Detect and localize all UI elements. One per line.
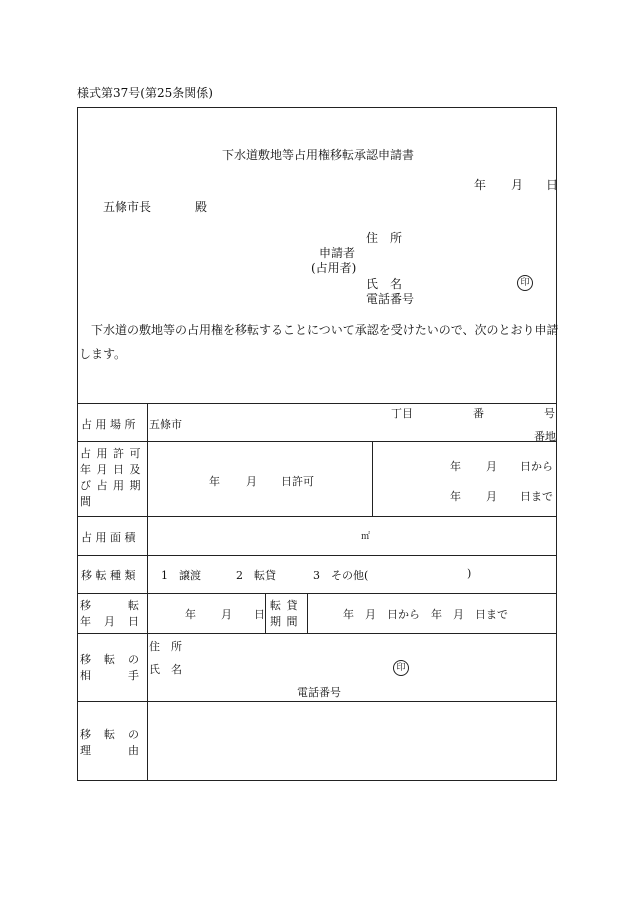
transfer-type-option-3: 3 その他(: [313, 569, 369, 582]
addressee-honorific: 殿: [195, 200, 208, 214]
permit-to-month: 月: [486, 490, 497, 503]
applicant-phone-label: 電話番号: [366, 292, 415, 306]
permit-label-l3: び 占 用 期: [80, 479, 142, 492]
date-day: 日: [546, 178, 559, 192]
reason-label-l2: 理 由: [80, 744, 140, 757]
applicant-address-label: 住 所: [366, 231, 403, 245]
area-unit: ㎡: [361, 532, 371, 542]
transfer-type-option-1: 1 譲渡: [161, 569, 201, 582]
permit-label-l2: 年 月 日 及: [80, 463, 142, 476]
location-banchi: 番地: [534, 430, 556, 443]
applicant-name-label: 氏 名: [366, 277, 403, 291]
addressee-name: 五條市長: [103, 200, 152, 214]
transfer-type-option-2: 2 転貸: [236, 569, 276, 582]
transfer-type-label: 移 転 種 類: [81, 569, 136, 582]
location-label: 占 用 場 所: [81, 418, 136, 431]
permit-date-day: 日許可: [281, 475, 314, 488]
reason-label-l1: 移 転 の: [80, 728, 140, 741]
location-chome: 丁目: [391, 407, 413, 420]
request-statement-line2: します。: [79, 347, 127, 361]
permit-label-l1: 占 用 許 可: [80, 447, 142, 460]
applicant-sublabel: (占用者): [311, 261, 357, 275]
partner-phone-label: 電話番号: [297, 686, 341, 699]
location-ban: 番: [473, 407, 484, 420]
sublease-period-label-l1: 転 貸: [270, 599, 299, 612]
location-city: 五條市: [149, 418, 182, 431]
permit-from-year: 年: [450, 460, 461, 473]
transfer-date-year: 年: [185, 608, 196, 621]
permit-date-month: 月: [246, 475, 257, 488]
partner-address-label: 住 所: [149, 640, 182, 653]
request-statement-line1: 下水道の敷地等の占用権を移転することについて承認を受けたいので、次のとおり申請: [91, 323, 559, 337]
permit-date-year: 年: [209, 475, 220, 488]
partner-label-l2: 相 手: [80, 669, 140, 682]
transfer-type-option-3-close: ): [467, 567, 472, 580]
date-year: 年: [474, 178, 487, 192]
partner-label-l1: 移 転 の: [80, 653, 140, 666]
permit-to-day: 日まで: [520, 490, 553, 503]
partner-name-label: 氏 名: [149, 663, 182, 676]
partner-seal-icon: 印: [393, 660, 409, 676]
permit-label-l4: 間: [80, 495, 92, 508]
permit-from-day: 日から: [520, 460, 553, 473]
location-go: 号: [544, 407, 555, 420]
transfer-date-month: 月: [221, 608, 232, 621]
form-title: 下水道敷地等占用権移転承認申請書: [222, 148, 415, 162]
transfer-date-day: 日: [254, 608, 265, 621]
area-label: 占 用 面 積: [81, 531, 136, 544]
date-month: 月: [511, 178, 524, 192]
permit-from-month: 月: [486, 460, 497, 473]
sublease-period-label-l2: 期 間: [270, 615, 299, 628]
applicant-label: 申請者: [319, 246, 356, 260]
form-id: 様式第37号(第25条関係): [77, 86, 213, 100]
sublease-period-range: 年 月 日から 年 月 日まで: [343, 608, 508, 621]
permit-to-year: 年: [450, 490, 461, 503]
transfer-date-label-l2: 年 月 日: [80, 615, 140, 628]
applicant-seal-icon: 印: [517, 275, 533, 291]
transfer-date-label-l1: 移 転: [80, 599, 140, 612]
